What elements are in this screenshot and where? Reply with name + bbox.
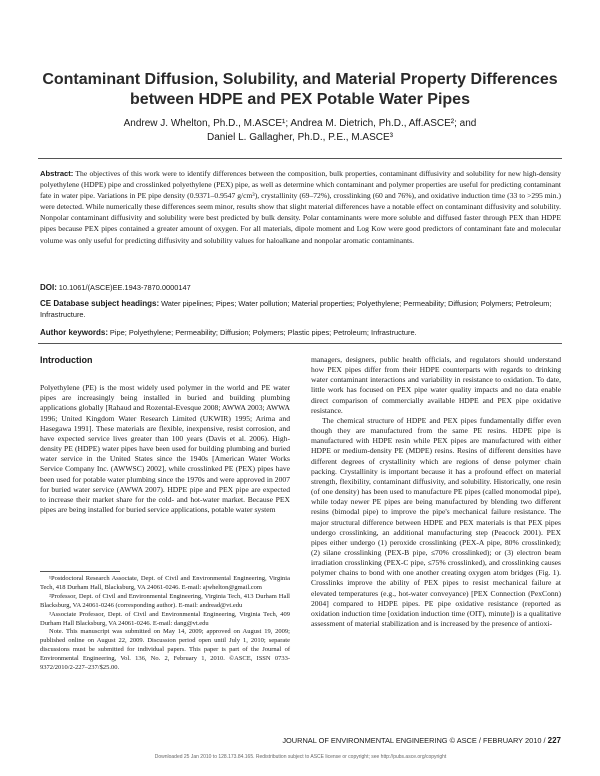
abstract <box>40 168 561 246</box>
footnote-author-1: ¹Postdoctoral Research Associate, Dept. of Civil and Environmental Engineering, Virginia Tech, 418 Durham Hall, Blacksburg, VA 24061-0246. E-mail: ajwhelton@gmail.com <box>40 575 290 591</box>
abstract-label: Abstract: <box>40 169 74 178</box>
introduction-heading: Introduction <box>40 355 93 365</box>
footnote-submission-note: Note. This manuscript was submitted on May 14, 2009; approved on August 19, 2009; published online on August 22, 2009. Discussion period open until July 1, 2010; separate discussions must be submitted for individual papers. This paper is part of the Journal of Environmental Engineering, Vol. 136, No. 2, February 1, 2010. ©ASCE, ISSN 0733-9372/2010/2-227–237/$25.00. <box>40 628 290 672</box>
download-notice: Downloaded 25 Jan 2010 to 128.173.84.165. Redistribution subject to ASCE license or copyright; see http://pubs.asce.org/copyright <box>154 754 447 760</box>
ce-database-label: CE Database subject headings: <box>40 299 160 308</box>
left-column <box>40 355 290 515</box>
authors-line-2: Daniel L. Gallagher, Ph.D., P.E., M.ASCE³ <box>206 132 393 143</box>
right-column <box>311 355 561 629</box>
ce-database-value: Water pipelines; Pipes; Water pollution; Material properties; Polyethylene; Permeability; Diffusion; Polymers; Petroleum; Infrastructure. <box>40 299 552 320</box>
paper-title: Contaminant Diffusion, Solubility, and Material Property Differences between HDPE and PEX Potable Water Pipes <box>42 71 558 108</box>
keywords-divider <box>38 343 562 344</box>
page-number: 227 <box>547 736 561 745</box>
ce-database-headings <box>40 298 561 320</box>
header-divider <box>38 158 562 159</box>
doi-line <box>40 282 561 293</box>
abstract-text: The objectives of this work were to identify differences between the composition, bulk properties, contaminant diffusivity and solubility for new high-density polyethylene (HDPE) pipe and crosslinked polyethylene (PEX) pipe, as well as determine which contaminant and polymer properties are useful for predicting contaminant fate in water pipe. Variations in PE pipe density (0.9371–0.9547 g/cm³), crystallinity (69–72%), crosslinking (60 and 76%), and oxidative induction time (33 to >295 min.) were detected. While numerically these differences seem minor, results show that slight material differences have a notable effect on contaminant diffusivity and solubility. Nonpolar contaminant diffusivity and solubility were best predicted by bulk density. Polar contaminants were more soluble and diffused faster through PEX than HDPE pipes because PEX pipes contained a greater amount of oxygen. For all materials, dipole moment and Log Kow were good predictors of contaminant fate and molecular volume was only useful for predicting diffusivity and solubility values for haloalkane and nonpolar aromatic contaminants. <box>40 169 561 245</box>
doi-label: DOI: <box>40 283 57 292</box>
footnote-author-3: ³Associate Professor, Dept. of Civil and Environmental Engineering, Virginia Tech, 409 Durham Hall Blacksburg, VA 24061-0246. E-mail: dang@vt.edu <box>40 610 290 627</box>
journal-footer-text: JOURNAL OF ENVIRONMENTAL ENGINEERING © ASCE / FEBRUARY 2010 / <box>282 736 546 745</box>
keywords-label: Author keywords: <box>40 328 109 337</box>
author-list <box>50 117 550 145</box>
page-footer <box>40 736 561 745</box>
introduction-paragraph-3: The chemical structure of HDPE and PEX pipes fundamentally differ even though they are manufactured from the same PE resins. HDPE pipe is manufactured with HDPE resin while PEX pipes are manufactured with either HDPE or medium-density PE (MDPE) resins. Resins of different densities have different degrees of crystallinity which are regions of dense polymer chain packing. Crystallinity is important because it has a profound effect on material strength, flexibility, contaminant diffusivity, and solubility. Historically, one resin (of one density) has been used to manufacture PE pipes (called monomodal pipe), while today newer PE pipes are being manufactured by blending two different resins (bimodal pipe) to improve the pipe's mechanical failure resistance. The major structural difference between HDPE and PEX materials is that PEX pipes undergo crosslinking, an additional manufacturing step (Peacock 2001). PEX pipes either undergo (1) peroxide crosslinking (PEX-A pipe, 80% crosslinked); (2) silane crosslinking (PEX-B pipe, ≤70% crosslinked); or (3) electron beam irradiation crosslinking (PEX-C pipe, ≤75% crosslinked), and crosslinking causes polymer chains to bond with one another creating oxygen atom bridges (Fig. 1). Crosslinks improve the ability of PEX pipes to resist mechanical failure at elevated temperatures (e.g., hot-water conveyance) [PEX Connection (PexConn) 2004] compared to HDPE pipes. PE pipe oxidative resistance (reported as oxidation induction time [oxidation induction time (OIT), minute]) is a qualitative assessment of material stabilization and is increased by the presence of antioxi- <box>311 415 561 629</box>
footnote-divider <box>40 571 120 572</box>
introduction-paragraph-1: Polyethylene (PE) is the most widely used polymer in the world and PE water pipes are increasingly being installed in buried and building plumbing applications globally [Rahaud and Rozental-Evesque 2008; AWWA 2003; AWWA 1996; United Kingdom Water Research Limited (UKWIR) 1995; Arima and Hasegawa 1991]. These materials are flexible, inexpensive, resist corrosion, and have expected service lives greater than 100 years (Davis et al. 2006). High-density PE (HDPE) water pipes have been used for building plumbing and buried water service in the United States since the 1940s [American Water Works Service Company Inc. (AWWSC) 2002], while crosslinked PE (PEX) pipes have been used for potable water plumbing since the 1970s and were approved in 2007 for buried water service (AWWA 2007). HDPE pipe and PEX pipe are expected to increase their market share for the cold- and hot-water market. Because PEX pipes are being installed for buried service applications, potable water system <box>40 383 290 515</box>
footnotes <box>40 575 290 673</box>
author-keywords <box>40 327 561 338</box>
doi-value[interactable]: 10.1061/(ASCE)EE.1943-7870.0000147 <box>58 283 191 292</box>
authors-line-1: Andrew J. Whelton, Ph.D., M.ASCE¹; Andrea M. Dietrich, Ph.D., Aff.ASCE²; and <box>123 118 477 129</box>
keywords-value: Pipe; Polyethylene; Permeability; Diffusion; Polymers; Plastic pipes; Petroleum; Infrastructure. <box>109 328 417 337</box>
footnote-author-2: ²Professor, Dept. of Civil and Environmental Engineering, Virginia Tech, 413 Durham Hall Blacksburg, VA 24061-0246 (corresponding author). E-mail: andread@vt.edu <box>40 592 290 609</box>
introduction-paragraph-2: managers, designers, public health officials, and regulators should understand how PEX pipes differ from their HDPE counterparts with regards to drinking water contaminant interactions and variability in resistance to oxidation. To date, little work has focused on PEX pipe water quality impacts and no data enable direct comparison of commercially available HDPE and PEX pipe oxidative resistance. <box>311 355 561 415</box>
